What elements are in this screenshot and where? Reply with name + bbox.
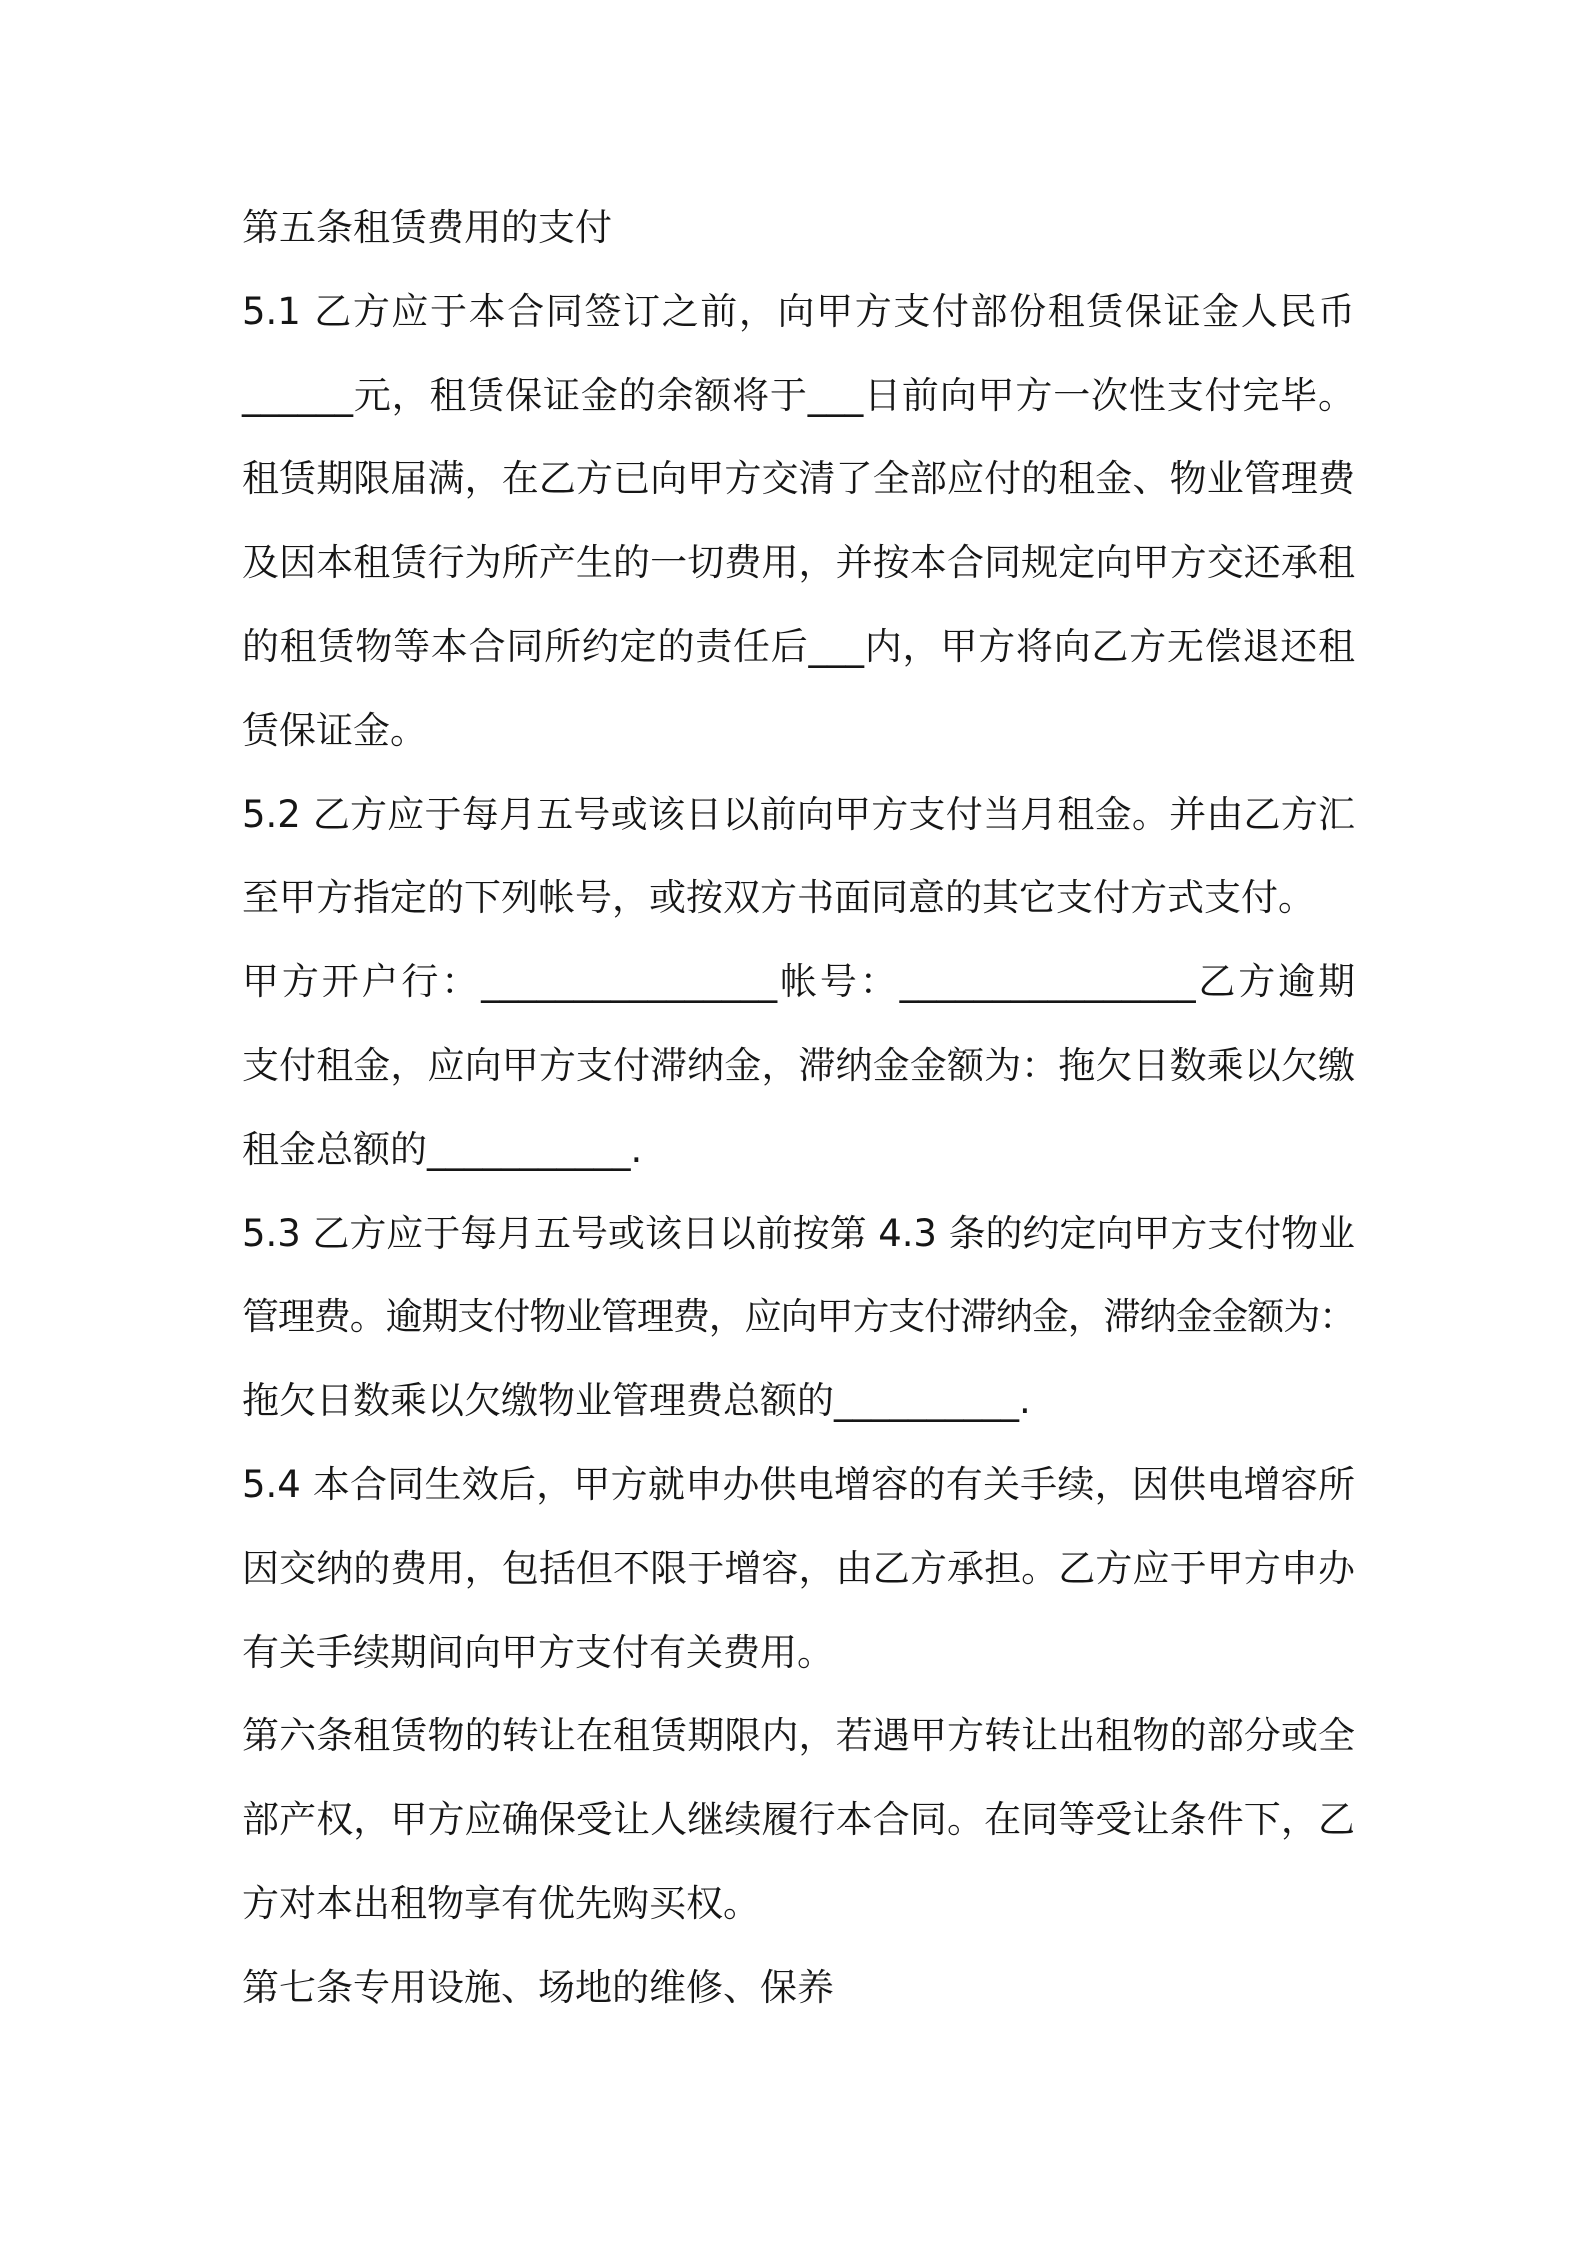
text-line: 5.4 本合同生效后，甲方就申办供电增容的有关手续，因供电增容所 [242,1462,1355,1506]
paragraph-2 [242,270,1355,773]
text-line: 至甲方指定的下列帐号，或按双方书面同意的其它支付方式支付。 [242,876,1315,920]
text-line: 的租赁物等本合同所约定的责任后___内，甲方将向乙方无偿退还租 [242,624,1355,668]
text-line: 甲方开户行：________________帐号：________________乙方逾期 [242,960,1355,1004]
text-line: 因交纳的费用，包括但不限于增容，由乙方承担。乙方应于甲方申办 [242,1546,1355,1590]
text-line: 管理费。逾期支付物业管理费，应向甲方支付滞纳金，滞纳金金额为： [242,1295,1355,1339]
text-line: 有关手续期间向甲方支付有关费用。 [242,1630,834,1674]
paragraph-1 [242,186,1355,270]
paragraph-3 [242,773,1355,941]
text-line: 5.3 乙方应于每月五号或该日以前按第 4.3 条的约定向甲方支付物业 [242,1211,1355,1255]
paragraph-6 [242,1443,1355,1694]
text-line: 5.1 乙方应于本合同签订之前，向甲方支付部份租赁保证金人民币 [242,289,1355,333]
text-line: 及因本租赁行为所产生的一切费用，并按本合同规定向甲方交还承租 [242,541,1355,585]
text-line: 第六条租赁物的转让在租赁期限内，若遇甲方转让出租物的部分或全 [242,1714,1355,1758]
paragraph-8 [242,1946,1355,2030]
text-line: 租金总额的___________. [242,1127,643,1171]
document-body [242,186,1355,2030]
text-line: 第五条租赁费用的支付 [242,206,612,249]
text-line: 第七条专用设施、场地的维修、保养 [242,1965,834,2009]
paragraph-4 [242,940,1355,1191]
text-line: 租赁期限届满，在乙方已向甲方交清了全部应付的租金、物业管理费 [242,457,1355,501]
text-line: 部产权，甲方应确保受让人继续履行本合同。在同等受让条件下，乙 [242,1798,1355,1842]
text-line: ______元，租赁保证金的余额将于___日前向甲方一次性支付完毕。 [242,373,1355,417]
text-line: 5.2 乙方应于每月五号或该日以前向甲方支付当月租金。并由乙方汇 [242,792,1355,836]
paragraph-7 [242,1694,1355,1945]
text-line: 方对本出租物享有优先购买权。 [242,1881,760,1925]
text-line: 拖欠日数乘以欠缴物业管理费总额的__________. [242,1379,1031,1423]
text-line: 赁保证金。 [242,708,427,752]
paragraph-5 [242,1192,1355,1443]
text-line: 支付租金，应向甲方支付滞纳金，滞纳金金额为：拖欠日数乘以欠缴 [242,1043,1355,1087]
